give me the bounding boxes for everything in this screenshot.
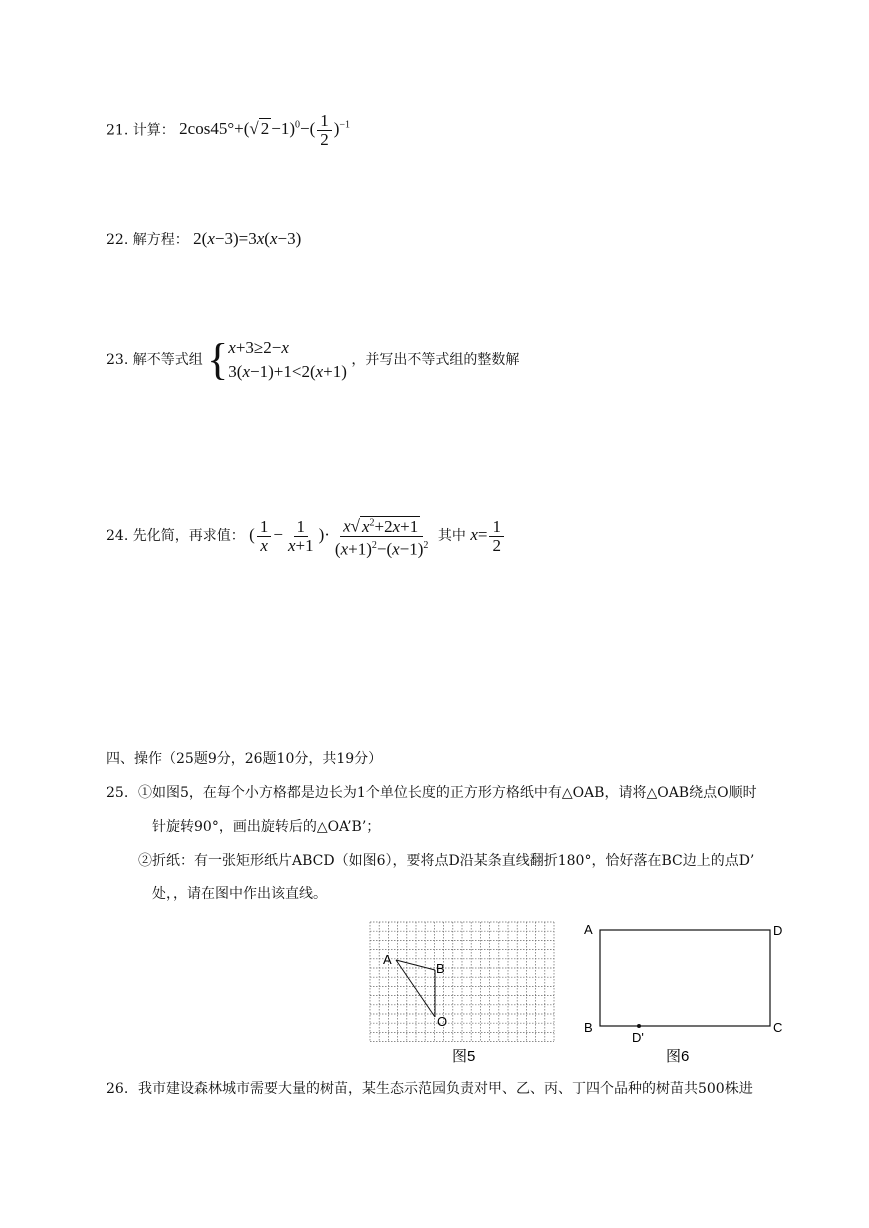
rectangle-abcd [600, 930, 770, 1026]
q24-tail: 其中 [437, 528, 466, 545]
point-b-label: B [584, 1020, 593, 1035]
q23-number: 23. [106, 351, 129, 368]
point-d-label: D [773, 923, 783, 938]
q23-line [106, 336, 519, 384]
point-c-label: C [773, 1020, 783, 1035]
point-a-label: A [584, 922, 593, 937]
q24-value: x= $\frac{1}{2}$ [470, 525, 506, 544]
figure-5-caption: 图5 [452, 1048, 476, 1065]
q23-system: { x+3≥2−x 3(x−1)+1<2(x+1) [207, 335, 347, 384]
q22-number: 22. [106, 232, 129, 248]
q25-line-3: ②折纸：有一张矩形纸片ABCD（如图6），要将点D沿某条直线翻折180°，恰好落在BC边上的点D’ [138, 853, 755, 869]
q21-label: 计算： [132, 122, 175, 139]
grid-paper [370, 922, 554, 1042]
figure-6-caption: 图6 [666, 1048, 690, 1065]
q25-number: 25. [106, 785, 129, 801]
point-b-label: B [436, 961, 445, 976]
q21-expression: 2cos45°+(√ 2 −1)$^0$−( $\frac{1}{2}$ )$^{-1}$ [179, 111, 351, 149]
q24-number: 24. [106, 528, 129, 545]
q22-line [106, 229, 301, 250]
q26-line-1: 我市建设森林城市需要大量的树苗，某生态示范园负责对甲、乙、丙、丁四个品种的树苗共500株进 [138, 1081, 753, 1097]
q22-label: 解方程： [132, 232, 189, 248]
q24-expression: ( $\frac{1}{x}$ − $\frac{1}{x+1}$ )· $\frac{x√ x^2+2x+1}{(x+1)^2-(x-1)^2}$ [249, 525, 433, 544]
q23-label: 解不等式组 [132, 351, 203, 368]
figure-5 [366, 918, 558, 1066]
q24-label: 先化简，再求值： [132, 528, 245, 545]
q25-line-1: ①如图5，在每个小方格都是边长为1个单位长度的正方形方格纸中有△OAB，请将△OAB绕点O顺时 [138, 785, 757, 801]
point-d-prime [637, 1024, 641, 1028]
q26-number: 26. [106, 1081, 129, 1097]
q25-line-4: 处，，请在图中作出该直线。 [152, 886, 327, 902]
q25-line-2: 针旋转90°，画出旋转后的△OA’B’； [152, 819, 381, 835]
section-4-title: 四、操作（25题9分，26题10分，共19分） [106, 751, 383, 767]
point-o-label: O [437, 1014, 448, 1029]
q22-equation: 2(x−3)=3x(x−3) [193, 229, 302, 248]
q23-tail: ，并写出不等式组的整数解 [351, 351, 520, 368]
point-a-label: A [383, 952, 392, 967]
q21-number: 21. [106, 122, 129, 139]
q21-line [106, 112, 350, 149]
q24-line [106, 514, 506, 558]
figure-6 [578, 918, 793, 1066]
point-d-prime-label: D' [632, 1030, 644, 1045]
